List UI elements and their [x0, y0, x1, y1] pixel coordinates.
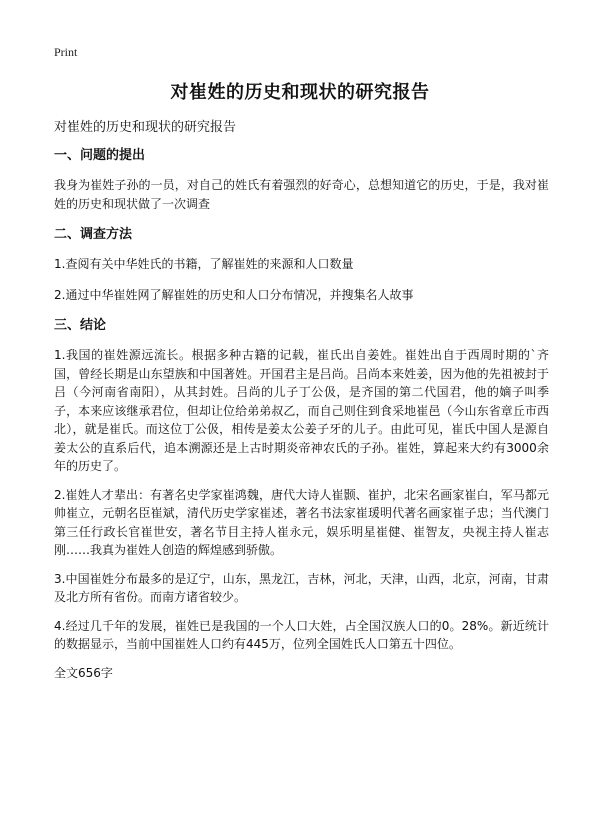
paragraph: 3.中国崔姓分布最多的是辽宁，山东，黑龙江，吉林，河北，天津，山西，北京，河南，甘肃及北方所有省份。而南方诸省较少。 — [54, 571, 549, 604]
section-method — [54, 225, 549, 304]
print-link[interactable]: Print — [54, 45, 78, 59]
section-heading: 二、调查方法 — [54, 227, 133, 242]
paragraph: 我身为崔姓子孙的一员，对自己的姓氏有着强烈的好奇心，总想知道它的历史，于是，我对崔姓的历史和现状做了一次调查 — [54, 178, 549, 211]
page-title: 对崔姓的历史和现状的研究报告 — [170, 82, 430, 103]
section-heading: 三、结论 — [54, 318, 107, 333]
section-heading: 一、问题的提出 — [54, 148, 146, 163]
paragraph: 2.崔姓人才辈出：有著名史学家崔鸿魏，唐代大诗人崔颢、崔护，北宋名画家崔白，军马都元帅崔立，元朝名臣崔斌，清代历史学家崔述，著名书法家崔瑗明代著名画家崔子忠；当代澳门第三任行政长官崔世安，著名节目主持人崔永元，娱乐明星崔健、崔智友，央视主持人崔志刚……我真为崔姓人创造的辉煌感到骄傲。 — [54, 487, 549, 557]
section-problem — [54, 146, 549, 213]
paragraph: 2.通过中华崔姓网了解崔姓的历史和人口分布情况，并搜集名人故事 — [54, 287, 414, 302]
paragraph: 4.经过几千年的发展，崔姓已是我国的一个人口大姓，占全国汉族人口的0。28%。新近统计的数据显示，当前中国崔姓人口约有445万，位列全国姓氏人口第五十四位。 — [54, 618, 549, 651]
paragraph: 1.查阅有关中华姓氏的书籍，了解崔姓的来源和人口数量 — [54, 257, 354, 271]
section-conclusion — [54, 316, 549, 654]
document-body — [54, 118, 549, 694]
document-subtitle: 对崔姓的历史和现状的研究报告 — [54, 120, 237, 135]
word-count: 全文656字 — [54, 665, 113, 680]
paragraph: 1.我国的崔姓源远流长。根据多种古籍的记载，崔氏出自姜姓。崔姓出自于西周时期的`齐国，曾经长期是山东望族和中国著姓。开国君主是吕尚。吕尚本来姓姜，因为他的先祖被封于吕（今河南省南阳），从其封姓。吕尚的儿子丁公伋，是齐国的第二代国君，他的嫡子叫季子，本来应该继承君位，但却让位给弟弟叔乙，而自己则住到食采地崔邑（今山东省章丘市西北），就是崔氏。而这位丁公伋，相传是姜太公姜子牙的儿子。由此可见，崔氏中国人是源自姜太公的直系后代，追本溯源还是上古时期炎帝神农氏的子孙。崔姓，算起来大约有3000余年的历史了。 — [54, 348, 549, 473]
